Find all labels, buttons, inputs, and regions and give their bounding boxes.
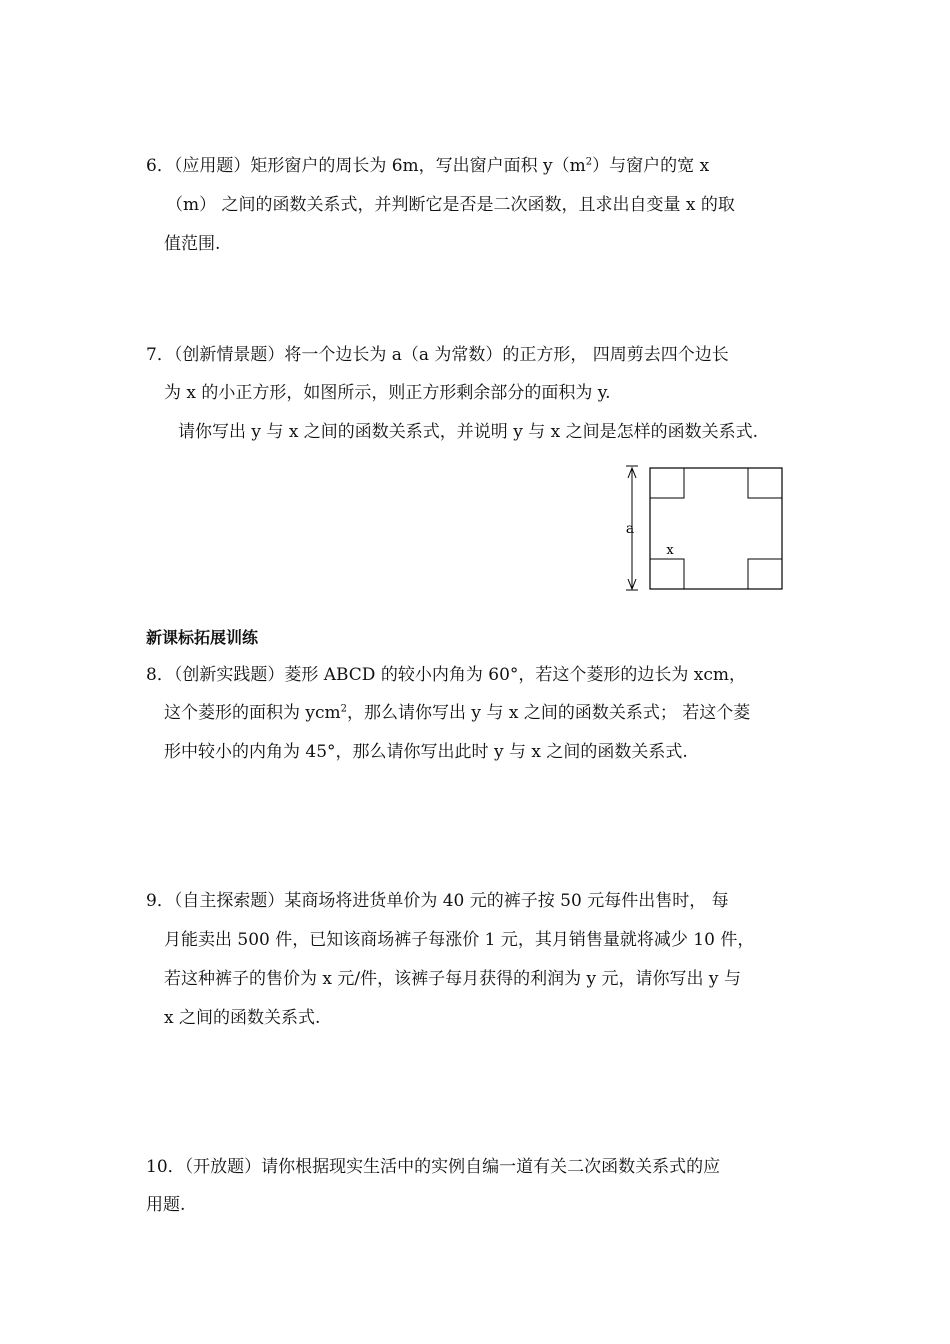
q6-line-3: 值范围. [164, 234, 221, 254]
q6-superscript: 2 [585, 156, 593, 168]
q7-line-2: 为 x 的小正方形，如图所示，则正方形剩余部分的面积为 y. [164, 383, 611, 403]
corner-square-top-right [748, 468, 782, 498]
corner-square-top-left [650, 468, 684, 498]
q9-line-3: 若这种裤子的售价为 x 元/件，该裤子每月获得的利润为 y 元，请你写出 y 与 [164, 969, 741, 989]
q6-line-2: （m） 之间的函数关系式，并判断它是否是二次函数，且求出自变量 x 的取 [166, 195, 735, 215]
q8-line-2 [164, 701, 750, 725]
label-a: a [625, 521, 635, 537]
corner-square-bottom-left [650, 559, 684, 589]
q10-line-2: 用题. [146, 1195, 186, 1215]
q6-line-1 [146, 154, 709, 178]
q8-line-2-text: 这个菱形的面积为 ycm [164, 703, 341, 723]
q8-line-2-tail: ，那么请你写出 y 与 x 之间的函数关系式； 若这个菱 [347, 703, 751, 723]
label-x: x [666, 543, 674, 558]
q10-line-1: 10．（开放题）请你根据现实生活中的实例自编一道有关二次函数关系式的应 [146, 1157, 721, 1177]
q6-line-1-text: 6．（应用题）矩形窗户的周长为 6m，写出窗户面积 y（m [146, 156, 586, 176]
corner-square-bottom-right [748, 559, 782, 589]
q9-line-1: 9．（自主探索题）某商场将进货单价为 40 元的裤子按 50 元每件出售时， 每 [146, 891, 729, 911]
q6-line-1-tail: ）与窗户的宽 x [592, 156, 710, 176]
square-cutout-figure [618, 462, 788, 594]
q7-line-3: 请你写出 y 与 x 之间的函数关系式，并说明 y 与 x 之间是怎样的函数关系式. [178, 422, 759, 442]
q7-line-1: 7．（创新情景题）将一个边长为 a（a 为常数）的正方形， 四周剪去四个边长 [146, 345, 729, 365]
outer-square [650, 468, 782, 589]
q9-line-4: x 之间的函数关系式. [164, 1008, 321, 1028]
section-heading: 新课标拓展训练 [146, 628, 259, 647]
q8-line-1: 8．（创新实践题）菱形 ABCD 的较小内角为 60°，若这个菱形的边长为 xcm， [146, 665, 747, 685]
q8-line-3: 形中较小的内角为 45°，那么请你写出此时 y 与 x 之间的函数关系式. [164, 742, 688, 762]
q8-superscript: 2 [340, 703, 348, 715]
q9-line-2: 月能卖出 500 件，已知该商场裤子每涨价 1 元，其月销售量就将减少 10 件， [164, 930, 755, 950]
